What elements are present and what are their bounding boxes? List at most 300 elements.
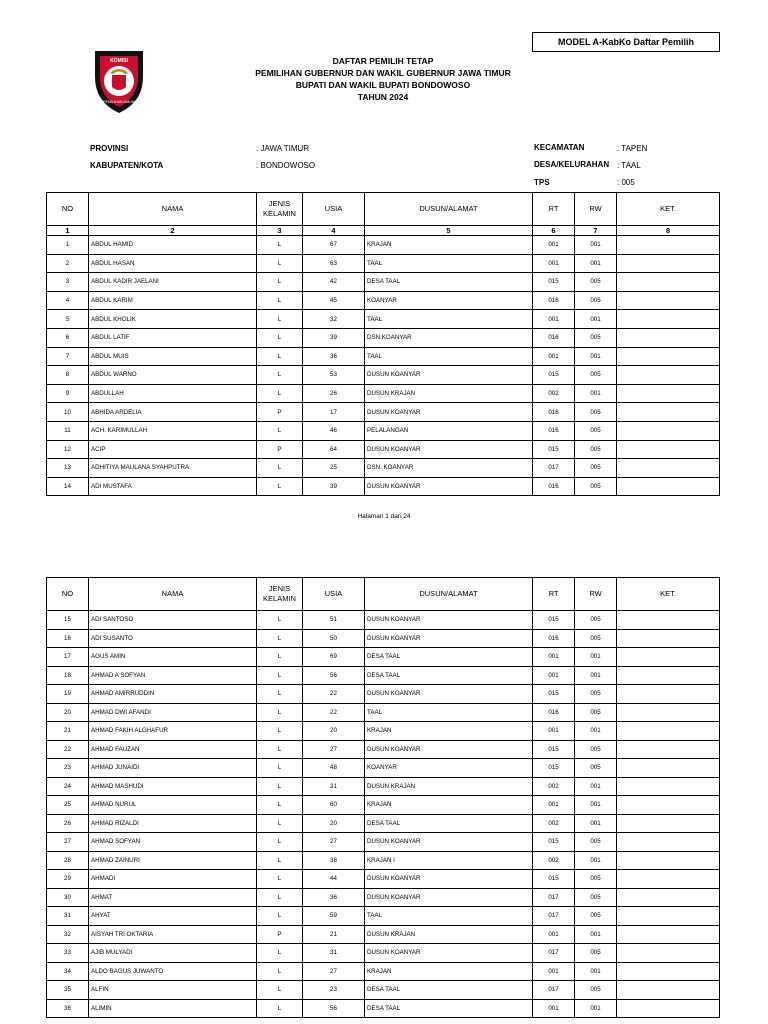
cell-nama: AHMAD FAUZAN	[89, 740, 257, 759]
table-row	[47, 981, 720, 1000]
cell-no: 13	[47, 459, 89, 478]
table-row	[47, 703, 720, 722]
table-row	[47, 366, 720, 385]
cell-jenis-kelamin: L	[257, 944, 303, 963]
cell-usia: 31	[303, 777, 365, 796]
cell-ket	[617, 962, 720, 981]
cell-no: 1	[47, 236, 89, 255]
cell-nama: AHMAD SOFYAN	[89, 833, 257, 852]
cell-ket	[617, 888, 720, 907]
cell-usia: 20	[303, 722, 365, 741]
title-line-1: DAFTAR PEMILIH TETAP	[332, 56, 434, 66]
cell-ket	[617, 759, 720, 778]
cell-jenis-kelamin: P	[257, 403, 303, 422]
cell-jenis-kelamin: P	[257, 440, 303, 459]
cell-no: 9	[47, 384, 89, 403]
cell-no: 18	[47, 666, 89, 685]
cell-rw: 001	[575, 722, 617, 741]
cell-nama: AHMADI	[89, 870, 257, 889]
cell-nama: AGUS AMIN	[89, 648, 257, 667]
cell-no: 2	[47, 254, 89, 273]
cell-rt: 016	[533, 421, 575, 440]
table-row	[47, 477, 720, 496]
cell-nama: ACH. KARIMULLAH	[89, 421, 257, 440]
cell-ket	[617, 273, 720, 292]
cell-nama: AHMAD FAKIH ALGHAFUR	[89, 722, 257, 741]
cell-alamat: DUSUN KOANYAR	[365, 611, 533, 630]
cell-alamat: DESA TAAL	[365, 273, 533, 292]
cell-jenis-kelamin: L	[257, 740, 303, 759]
cell-rw: 001	[575, 254, 617, 273]
page-footer: Halaman 1 dari 24	[357, 513, 411, 520]
cell-rt: 002	[533, 814, 575, 833]
cell-rt: 017	[533, 944, 575, 963]
cell-usia: 46	[303, 421, 365, 440]
header-jenis-kelamin: JENIS KELAMIN	[257, 578, 303, 611]
table-row	[47, 722, 720, 741]
cell-jenis-kelamin: L	[257, 347, 303, 366]
cell-rw: 001	[575, 236, 617, 255]
cell-jenis-kelamin: L	[257, 796, 303, 815]
desa-label: DESA/KELURAHAN	[534, 160, 610, 169]
desa-value: : TAAL	[617, 161, 641, 170]
header-rw: RW	[575, 578, 617, 611]
table-row	[47, 440, 720, 459]
kecamatan-label: KECAMATAN	[534, 143, 585, 152]
header-rw: RW	[575, 193, 617, 226]
header-jenis-kelamin: JENIS KELAMIN	[257, 193, 303, 226]
cell-ket	[617, 629, 720, 648]
cell-alamat: TAAL	[365, 907, 533, 926]
cell-ket	[617, 833, 720, 852]
cell-no: 27	[47, 833, 89, 852]
cell-ket	[617, 685, 720, 704]
cell-ket	[617, 611, 720, 630]
header-nama: NAMA	[89, 578, 257, 611]
table-row	[47, 796, 720, 815]
cell-alamat: DESA TAAL	[365, 666, 533, 685]
cell-rt: 001	[533, 722, 575, 741]
cell-usia: 17	[303, 403, 365, 422]
cell-jenis-kelamin: L	[257, 999, 303, 1018]
table-row	[47, 833, 720, 852]
cell-rt: 001	[533, 648, 575, 667]
cell-nama: ADI MUSTAFA	[89, 477, 257, 496]
cell-alamat: PELALANGAN	[365, 421, 533, 440]
cell-alamat: DUSUN KOANYAR	[365, 477, 533, 496]
cell-no: 17	[47, 648, 89, 667]
svg-text:PEMILIHAN UMUM: PEMILIHAN UMUM	[103, 100, 135, 104]
cell-ket	[617, 384, 720, 403]
cell-rw: 005	[575, 759, 617, 778]
cell-usia: 39	[303, 477, 365, 496]
cell-rw: 005	[575, 459, 617, 478]
cell-rw: 001	[575, 384, 617, 403]
cell-rt: 001	[533, 962, 575, 981]
cell-jenis-kelamin: L	[257, 907, 303, 926]
cell-nama: AHMAT	[89, 888, 257, 907]
cell-ket	[617, 648, 720, 667]
cell-alamat: DUSUN KRAJAN	[365, 925, 533, 944]
cell-jenis-kelamin: L	[257, 459, 303, 478]
title-line-4: TAHUN 2024	[357, 92, 409, 102]
cell-nama: ADI SUSANTO	[89, 629, 257, 648]
cell-usia: 25	[303, 459, 365, 478]
cell-alamat: DUSUN KRAJAN	[365, 777, 533, 796]
table-row	[47, 999, 720, 1018]
cell-ket	[617, 328, 720, 347]
cell-rw: 005	[575, 328, 617, 347]
cell-usia: 27	[303, 833, 365, 852]
table-row	[47, 459, 720, 478]
cell-rt: 015	[533, 833, 575, 852]
cell-ket	[617, 440, 720, 459]
cell-rw: 001	[575, 777, 617, 796]
cell-no: 3	[47, 273, 89, 292]
kabupaten-label: KABUPATEN/KOTA	[90, 161, 164, 170]
cell-nama: ALDO BAGUS JUWANTO	[89, 962, 257, 981]
cell-rt: 016	[533, 291, 575, 310]
table-row	[47, 310, 720, 329]
cell-jenis-kelamin: L	[257, 384, 303, 403]
cell-nama: ADI SANTOSO	[89, 611, 257, 630]
cell-ket	[617, 347, 720, 366]
column-number: 7	[575, 226, 617, 236]
cell-ket	[617, 999, 720, 1018]
cell-nama: ABDUL MUIS	[89, 347, 257, 366]
cell-jenis-kelamin: L	[257, 703, 303, 722]
cell-jenis-kelamin: L	[257, 328, 303, 347]
cell-jenis-kelamin: L	[257, 833, 303, 852]
column-number: 1	[47, 226, 89, 236]
cell-jenis-kelamin: L	[257, 685, 303, 704]
cell-jenis-kelamin: L	[257, 611, 303, 630]
table-row	[47, 273, 720, 292]
cell-usia: 67	[303, 236, 365, 255]
cell-no: 12	[47, 440, 89, 459]
cell-usia: 31	[303, 944, 365, 963]
column-number: 3	[257, 226, 303, 236]
kabupaten-value: : BONDOWOSO	[256, 161, 316, 170]
cell-rw: 005	[575, 907, 617, 926]
cell-nama: AHMAD A SOFYAN	[89, 666, 257, 685]
cell-rw: 005	[575, 366, 617, 385]
cell-no: 35	[47, 981, 89, 1000]
cell-rt: 016	[533, 629, 575, 648]
cell-rt: 017	[533, 459, 575, 478]
table-row	[47, 403, 720, 422]
cell-alamat: KOANYAR	[365, 759, 533, 778]
cell-no: 24	[47, 777, 89, 796]
cell-nama: AJIB MULYADI	[89, 944, 257, 963]
cell-ket	[617, 870, 720, 889]
cell-rw: 005	[575, 403, 617, 422]
cell-rt: 002	[533, 777, 575, 796]
cell-nama: ABDUL LATIF	[89, 328, 257, 347]
cell-nama: AHMAD MASHUDI	[89, 777, 257, 796]
cell-jenis-kelamin: L	[257, 814, 303, 833]
cell-usia: 44	[303, 870, 365, 889]
cell-rw: 001	[575, 796, 617, 815]
cell-jenis-kelamin: L	[257, 477, 303, 496]
cell-no: 28	[47, 851, 89, 870]
cell-ket	[617, 796, 720, 815]
cell-alamat: DESA TAAL	[365, 981, 533, 1000]
table-row	[47, 925, 720, 944]
cell-nama: ABHIDA ARDELIA	[89, 403, 257, 422]
cell-jenis-kelamin: L	[257, 254, 303, 273]
column-number: 6	[533, 226, 575, 236]
kpu-logo	[90, 47, 148, 115]
table-row	[47, 870, 720, 889]
cell-jenis-kelamin: L	[257, 421, 303, 440]
cell-rw: 001	[575, 814, 617, 833]
cell-rt: 001	[533, 236, 575, 255]
cell-alamat: DSN.KOANYAR	[365, 328, 533, 347]
document-titles	[230, 55, 536, 103]
table-row	[47, 648, 720, 667]
cell-nama: AHMAD DWI AFANDI	[89, 703, 257, 722]
cell-no: 30	[47, 888, 89, 907]
cell-usia: 53	[303, 366, 365, 385]
cell-ket	[617, 421, 720, 440]
cell-no: 19	[47, 685, 89, 704]
cell-usia: 36	[303, 888, 365, 907]
cell-ket	[617, 944, 720, 963]
cell-alamat: DUSUN KOANYAR	[365, 833, 533, 852]
header-alamat: DUSUN/ALAMAT	[365, 193, 533, 226]
cell-rw: 005	[575, 685, 617, 704]
cell-jenis-kelamin: L	[257, 851, 303, 870]
cell-nama: AHYAT	[89, 907, 257, 926]
cell-jenis-kelamin: L	[257, 722, 303, 741]
header-rt: RT	[533, 578, 575, 611]
cell-nama: AHMAD AMIRRUDDIN	[89, 685, 257, 704]
table-row	[47, 685, 720, 704]
cell-jenis-kelamin: L	[257, 273, 303, 292]
cell-nama: AHMAD NURUL	[89, 796, 257, 815]
table-row	[47, 759, 720, 778]
voter-table-page-1	[46, 192, 720, 496]
table-row	[47, 944, 720, 963]
cell-usia: 22	[303, 685, 365, 704]
voter-table-page-2	[46, 577, 720, 1018]
cell-usia: 48	[303, 759, 365, 778]
table-row	[47, 236, 720, 255]
cell-no: 29	[47, 870, 89, 889]
header-usia: USIA	[303, 578, 365, 611]
kecamatan-value: : TAPEN	[617, 144, 648, 153]
cell-rw: 005	[575, 833, 617, 852]
cell-alamat: TAAL	[365, 347, 533, 366]
cell-jenis-kelamin: L	[257, 291, 303, 310]
cell-rw: 005	[575, 944, 617, 963]
column-number: 5	[365, 226, 533, 236]
cell-rt: 017	[533, 907, 575, 926]
cell-ket	[617, 254, 720, 273]
cell-alamat: DUSUN KOANYAR	[365, 870, 533, 889]
cell-nama: ALFIN	[89, 981, 257, 1000]
cell-rt: 015	[533, 685, 575, 704]
svg-text:KOMISI: KOMISI	[110, 58, 128, 64]
cell-rt: 001	[533, 796, 575, 815]
cell-rt: 016	[533, 477, 575, 496]
table-row	[47, 328, 720, 347]
cell-alamat: KRAJAN	[365, 962, 533, 981]
table-body	[47, 236, 720, 496]
cell-alamat: TAAL	[365, 703, 533, 722]
cell-no: 16	[47, 629, 89, 648]
table-row	[47, 666, 720, 685]
cell-alamat: DUSUN KOANYAR	[365, 740, 533, 759]
cell-rw: 005	[575, 291, 617, 310]
cell-rw: 001	[575, 962, 617, 981]
cell-rt: 002	[533, 851, 575, 870]
cell-rt: 001	[533, 347, 575, 366]
cell-no: 10	[47, 403, 89, 422]
header-alamat: DUSUN/ALAMAT	[365, 578, 533, 611]
table-row	[47, 962, 720, 981]
cell-jenis-kelamin: L	[257, 310, 303, 329]
cell-usia: 21	[303, 925, 365, 944]
cell-rt: 016	[533, 703, 575, 722]
table-row	[47, 421, 720, 440]
cell-alamat: DUSUN KOANYAR	[365, 440, 533, 459]
cell-rt: 017	[533, 981, 575, 1000]
cell-no: 33	[47, 944, 89, 963]
cell-nama: AISYAH TRI OKTARIA	[89, 925, 257, 944]
cell-rw: 001	[575, 666, 617, 685]
header-ket: KET.	[617, 193, 720, 226]
cell-rt: 017	[533, 888, 575, 907]
cell-usia: 42	[303, 273, 365, 292]
cell-rt: 015	[533, 366, 575, 385]
table-row	[47, 777, 720, 796]
cell-usia: 56	[303, 666, 365, 685]
cell-no: 22	[47, 740, 89, 759]
cell-nama: ABDUL HAMID	[89, 236, 257, 255]
cell-usia: 51	[303, 611, 365, 630]
cell-alamat: DSN. KOANYAR	[365, 459, 533, 478]
column-number: 4	[303, 226, 365, 236]
cell-rw: 005	[575, 611, 617, 630]
cell-usia: 69	[303, 648, 365, 667]
cell-ket	[617, 814, 720, 833]
cell-usia: 50	[303, 629, 365, 648]
cell-alamat: TAAL	[365, 254, 533, 273]
cell-rw: 005	[575, 629, 617, 648]
provinsi-label: PROVINSI	[90, 144, 129, 153]
cell-nama: ADHITIYA MAULANA SYAHPUTRA	[89, 459, 257, 478]
table-row	[47, 888, 720, 907]
cell-jenis-kelamin: L	[257, 648, 303, 667]
cell-rt: 001	[533, 666, 575, 685]
cell-usia: 23	[303, 981, 365, 1000]
cell-ket	[617, 777, 720, 796]
cell-alamat: DUSUN KOANYAR	[365, 944, 533, 963]
cell-usia: 22	[303, 703, 365, 722]
cell-usia: 36	[303, 347, 365, 366]
cell-no: 11	[47, 421, 89, 440]
column-number: 8	[617, 226, 720, 236]
cell-nama: AHMAD RIZALDI	[89, 814, 257, 833]
table-row	[47, 851, 720, 870]
cell-usia: 45	[303, 291, 365, 310]
table-row	[47, 740, 720, 759]
cell-usia: 38	[303, 851, 365, 870]
cell-rt: 015	[533, 611, 575, 630]
cell-ket	[617, 925, 720, 944]
cell-rt: 016	[533, 328, 575, 347]
cell-alamat: DUSUN KOANYAR	[365, 629, 533, 648]
cell-ket	[617, 666, 720, 685]
cell-no: 23	[47, 759, 89, 778]
cell-rt: 001	[533, 999, 575, 1018]
cell-jenis-kelamin: L	[257, 888, 303, 907]
cell-rw: 005	[575, 477, 617, 496]
header-ket: KET.	[617, 578, 720, 611]
cell-alamat: DUSUN KOANYAR	[365, 888, 533, 907]
cell-alamat: KOANYAR	[365, 291, 533, 310]
header-no: NO	[47, 193, 89, 226]
header-nama: NAMA	[89, 193, 257, 226]
cell-no: 15	[47, 611, 89, 630]
cell-ket	[617, 366, 720, 385]
cell-alamat: DUSUN KOANYAR	[365, 403, 533, 422]
cell-usia: 26	[303, 384, 365, 403]
cell-rw: 001	[575, 925, 617, 944]
cell-rt: 001	[533, 254, 575, 273]
cell-alamat: KRAJAN	[365, 236, 533, 255]
cell-rt: 015	[533, 870, 575, 889]
cell-ket	[617, 722, 720, 741]
cell-usia: 64	[303, 440, 365, 459]
cell-no: 31	[47, 907, 89, 926]
cell-rt: 002	[533, 384, 575, 403]
cell-rw: 001	[575, 648, 617, 667]
cell-jenis-kelamin: L	[257, 236, 303, 255]
cell-rw: 005	[575, 273, 617, 292]
cell-rw: 001	[575, 347, 617, 366]
cell-alamat: KRAJAN	[365, 722, 533, 741]
cell-jenis-kelamin: L	[257, 870, 303, 889]
cell-usia: 27	[303, 740, 365, 759]
table-row	[47, 629, 720, 648]
cell-ket	[617, 477, 720, 496]
header-usia: USIA	[303, 193, 365, 226]
cell-jenis-kelamin: L	[257, 981, 303, 1000]
tps-value: : 005	[617, 178, 635, 187]
cell-jenis-kelamin: L	[257, 629, 303, 648]
cell-ket	[617, 310, 720, 329]
cell-nama: ABDUL KADIR JAELANI	[89, 273, 257, 292]
cell-rt: 015	[533, 740, 575, 759]
cell-jenis-kelamin: L	[257, 666, 303, 685]
cell-no: 7	[47, 347, 89, 366]
cell-jenis-kelamin: L	[257, 777, 303, 796]
cell-no: 14	[47, 477, 89, 496]
cell-alamat: DESA TAAL	[365, 648, 533, 667]
cell-no: 20	[47, 703, 89, 722]
cell-nama: ABDUL KARIM	[89, 291, 257, 310]
cell-rw: 001	[575, 851, 617, 870]
cell-alamat: DESA TAAL	[365, 814, 533, 833]
cell-nama: ABDUL HASAN	[89, 254, 257, 273]
cell-rw: 005	[575, 703, 617, 722]
cell-no: 4	[47, 291, 89, 310]
cell-alamat: TAAL	[365, 310, 533, 329]
cell-nama: AHMAD JUNAIDI	[89, 759, 257, 778]
